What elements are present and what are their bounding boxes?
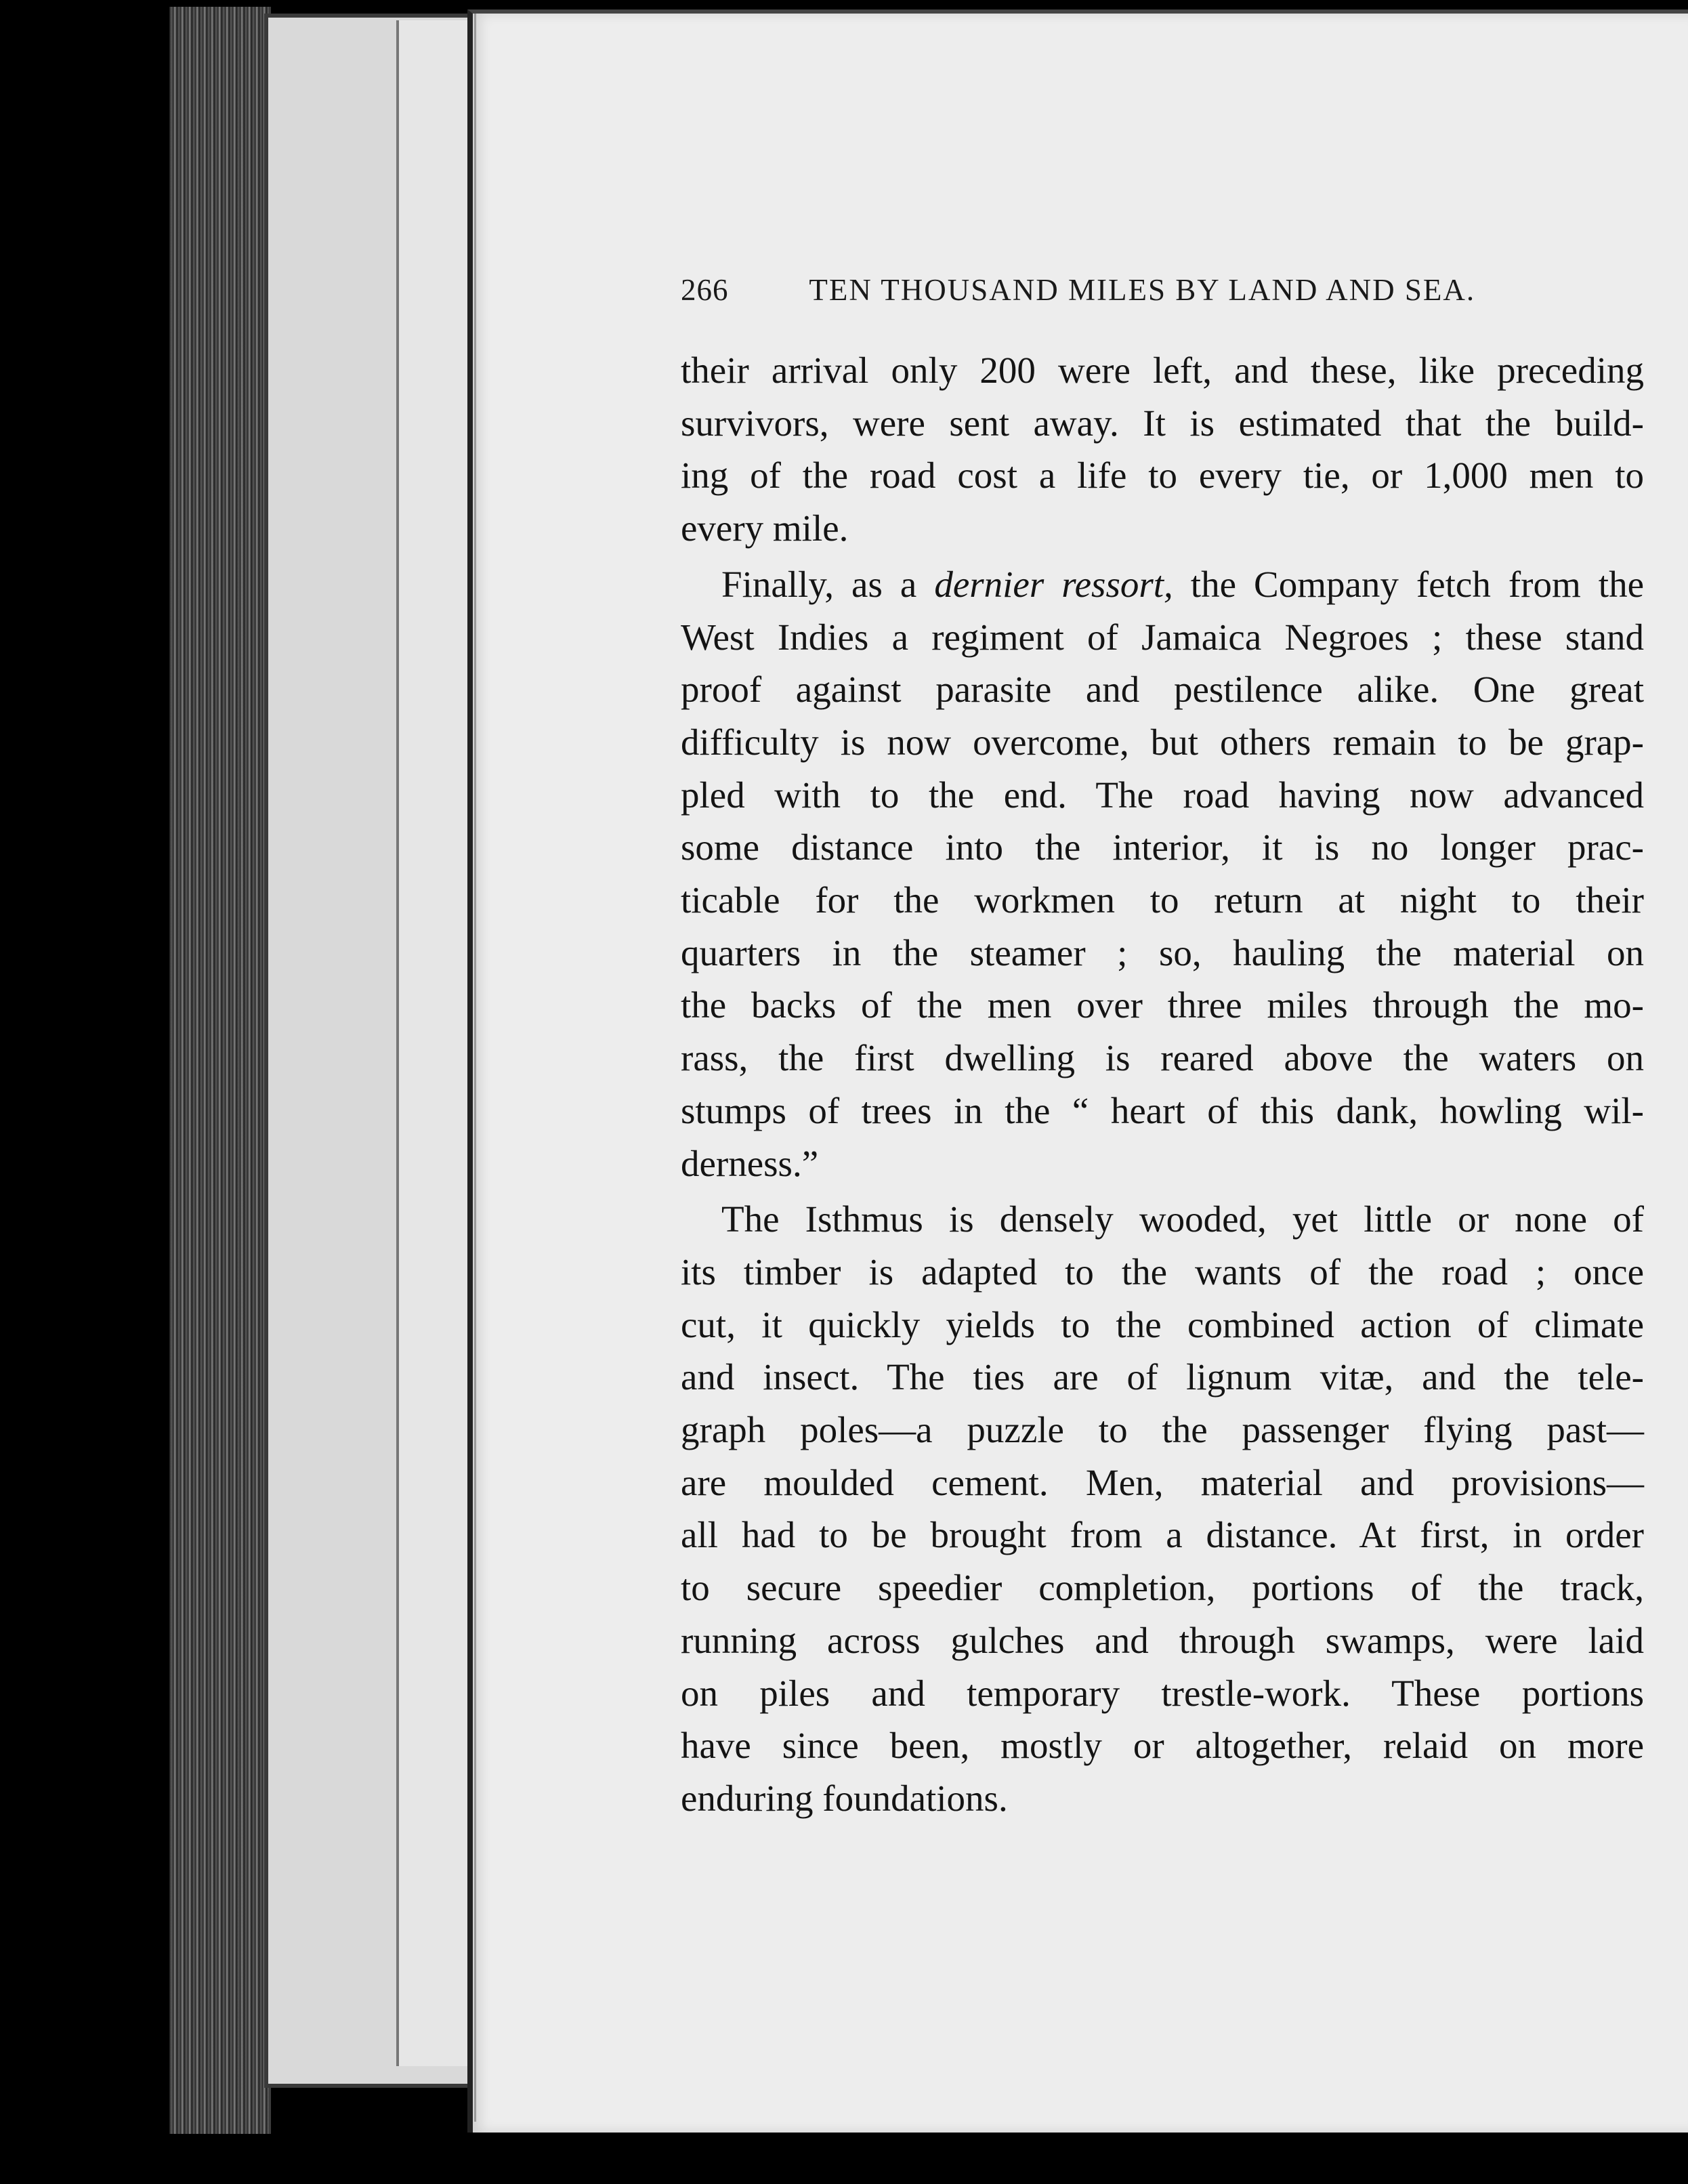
text-line: pled with to the end. The road having now advanced xyxy=(681,774,1644,816)
page-number: 266 xyxy=(681,273,729,307)
italic-phrase: dernier ressort, xyxy=(934,563,1173,605)
text-run: The Isthmus is densely wooded, yet little or none of xyxy=(721,1198,1644,1240)
text-line: its timber is adapted to the wants of the road ; once xyxy=(681,1251,1644,1293)
running-title: TEN THOUSAND MILES BY LAND AND SEA. xyxy=(809,273,1476,307)
text-line: are moulded cement. Men, material and provisions— xyxy=(681,1461,1644,1503)
text-line: proof against parasite and pestilence alike. One great xyxy=(681,669,1644,711)
text-line: to secure speedier completion, portions of the track, xyxy=(681,1567,1644,1609)
scan-border xyxy=(0,2134,1688,2184)
text-line-first xyxy=(681,1193,1644,1246)
text-line: all had to be brought from a distance. At first, in order xyxy=(681,1514,1644,1556)
text-line: ing of the road cost a life to every tie, or 1,000 men to xyxy=(681,455,1644,497)
text-line-first xyxy=(681,558,1644,611)
text-line: running across gulches and through swamps, were laid xyxy=(681,1619,1644,1661)
text-line: some distance into the interior, it is no longer prac- xyxy=(681,826,1644,868)
text-line: cut, it quickly yields to the combined action of climate xyxy=(681,1303,1644,1345)
text-line: and insect. The ties are of lignum vitæ, and the tele- xyxy=(681,1356,1644,1398)
text-line: graph poles—a puzzle to the passenger flying past— xyxy=(681,1409,1644,1451)
book-page-edges xyxy=(169,7,271,2134)
text-line: West Indies a regiment of Jamaica Negroes ; these stand xyxy=(681,616,1644,658)
text-run: the Company fetch from the xyxy=(1173,563,1644,605)
text-line: difficulty is now overcome, but others remain to be grap- xyxy=(681,721,1644,763)
text-line: enduring foundations. xyxy=(681,1777,1008,1819)
body-text xyxy=(681,344,1644,1825)
text-line: every mile. xyxy=(681,507,849,549)
text-run: Finally, as a xyxy=(721,563,935,605)
text-line: their arrival only 200 were left, and these, like preceding xyxy=(681,350,1644,391)
text-line: ticable for the workmen to return at night to their xyxy=(681,879,1644,921)
text-line: derness.” xyxy=(681,1142,819,1184)
text-line: rass, the first dwelling is reared above the waters on xyxy=(681,1037,1644,1079)
running-head xyxy=(681,272,1515,320)
text-line: stumps of trees in the “ heart of this dank, howling wil- xyxy=(681,1089,1644,1131)
text-line: on piles and temporary trestle-work. These portions xyxy=(681,1672,1644,1714)
text-line: the backs of the men over three miles through the mo- xyxy=(681,984,1644,1026)
paragraph-3 xyxy=(681,1193,1644,1824)
text-line: survivors, were sent away. It is estimated that the build- xyxy=(681,402,1644,444)
text-line: quarters in the steamer ; so, hauling the material on xyxy=(681,931,1644,973)
text-line: have since been, mostly or altogether, relaid on more xyxy=(681,1725,1644,1767)
paragraph-1 xyxy=(681,344,1644,555)
paragraph-2 xyxy=(681,558,1644,1190)
